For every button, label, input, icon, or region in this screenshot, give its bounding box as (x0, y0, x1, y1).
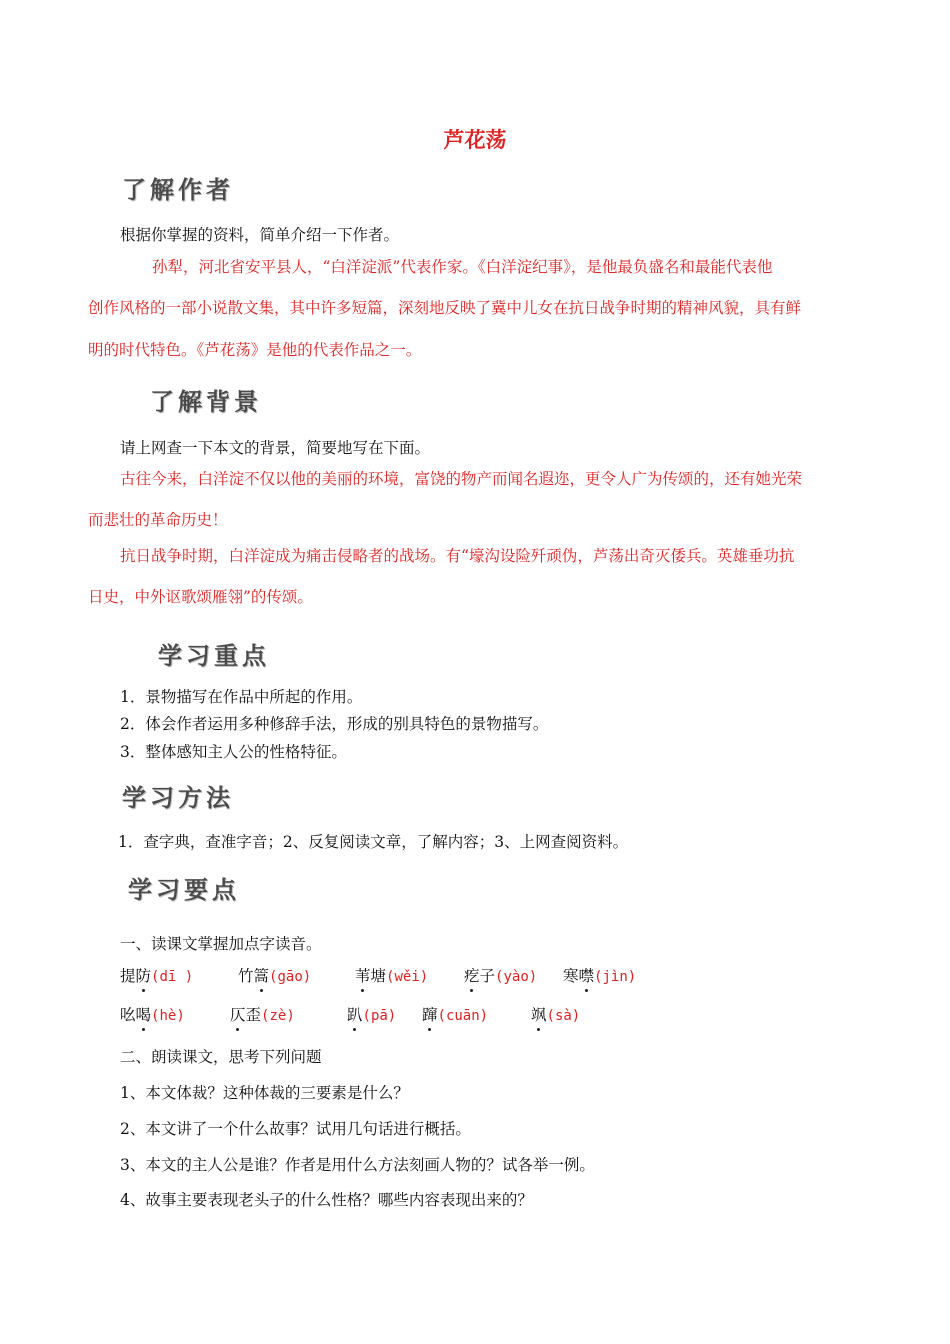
vocab-item: 趴(pā) (347, 1003, 396, 1025)
vocab-item: 吆喝(hè) (120, 1003, 185, 1025)
author-text-line-1: 孙犁，河北省安平县人，“白洋淀派”代表作家。《白洋淀纪事》，是他最负盛名和最能代表他 (152, 258, 773, 276)
vocab-item: 蹿(cuān) (422, 1003, 488, 1025)
background-prompt: 请上网查一下本文的背景，简要地写在下面。 (120, 439, 431, 457)
method-text: 1．查字典，查准字音；2、反复阅读文章，了解内容；3、上网查阅资料。 (118, 833, 629, 851)
section-heading-author: 了解作者 (122, 176, 234, 204)
page-title: 芦花荡 (443, 128, 507, 152)
section-heading-points: 学习要点 (128, 876, 240, 904)
background-text-line-1: 古往今来，白洋淀不仅以他的美丽的环境，富饶的物产而闻名遐迩，更令人广为传颂的，还有她光荣 (120, 470, 803, 488)
question-3: 3、本文的主人公是谁？作者是用什么方法刻画人物的？试各举一例。 (120, 1156, 595, 1174)
vocab-item: 提防(dī ) (120, 964, 193, 986)
focus-item-1: 1．景物描写在作品中所起的作用。 (120, 688, 363, 706)
question-1: 1、本文体裁？这种体裁的三要素是什么？ (120, 1084, 409, 1102)
author-text-line-3: 明的时代特色。《芦花荡》是他的代表作品之一。 (88, 341, 422, 359)
points-part-1: 一、读课文掌握加点字读音。 (120, 935, 322, 953)
pinyin: (wěi) (386, 969, 429, 985)
pinyin: (zè) (261, 1008, 295, 1024)
author-text-line-2: 创作风格的一部小说散文集，其中许多短篇，深刻地反映了冀中儿女在抗日战争时期的精神风貌，具有鲜 (88, 299, 802, 317)
focus-item-2: 2．体会作者运用多种修辞手法，形成的别具特色的景物描写。 (120, 715, 549, 733)
section-heading-background: 了解背景 (150, 388, 262, 416)
pinyin: (hè) (151, 1008, 185, 1024)
section-heading-method: 学习方法 (122, 784, 234, 812)
question-4: 4、故事主要表现老头子的什么性格？哪些内容表现出来的？ (120, 1191, 533, 1209)
question-2: 2、本文讲了一个什么故事？试用几句话进行概括。 (120, 1120, 471, 1138)
pinyin: (pā) (362, 1008, 397, 1024)
background-text-line-4: 日史，中外讴歌颂雁翎”的传颂。 (88, 588, 313, 606)
background-text-line-3: 抗日战争时期，白洋淀成为痛击侵略者的战场。有“壕沟设险歼顽伪，芦荡出奇灭倭兵。英雄垂功抗 (120, 547, 795, 565)
vocab-item: 竹篙(gāo) (238, 964, 311, 986)
vocab-item: 寒噤(jìn) (563, 964, 636, 986)
section-heading-focus: 学习重点 (158, 642, 270, 670)
pinyin: (yào) (495, 969, 538, 985)
pinyin: (sà) (546, 1008, 581, 1024)
points-part-2: 二、朗读课文，思考下列问题 (120, 1048, 322, 1066)
pinyin: (jìn) (594, 969, 637, 985)
pinyin: (dī ) (151, 969, 194, 985)
vocab-item: 仄歪(zè) (230, 1003, 295, 1025)
pinyin: (cuān) (437, 1008, 489, 1024)
background-text-line-2: 而悲壮的革命历史！ (88, 511, 228, 529)
pinyin: (gāo) (269, 969, 312, 985)
vocab-item: 疙子(yào) (464, 964, 537, 986)
author-prompt: 根据你掌握的资料，简单介绍一下作者。 (120, 226, 400, 244)
focus-item-3: 3．整体感知主人公的性格特征。 (120, 743, 347, 761)
vocab-item: 飒(sà) (531, 1003, 580, 1025)
vocab-item: 苇塘(wěi) (355, 964, 428, 986)
